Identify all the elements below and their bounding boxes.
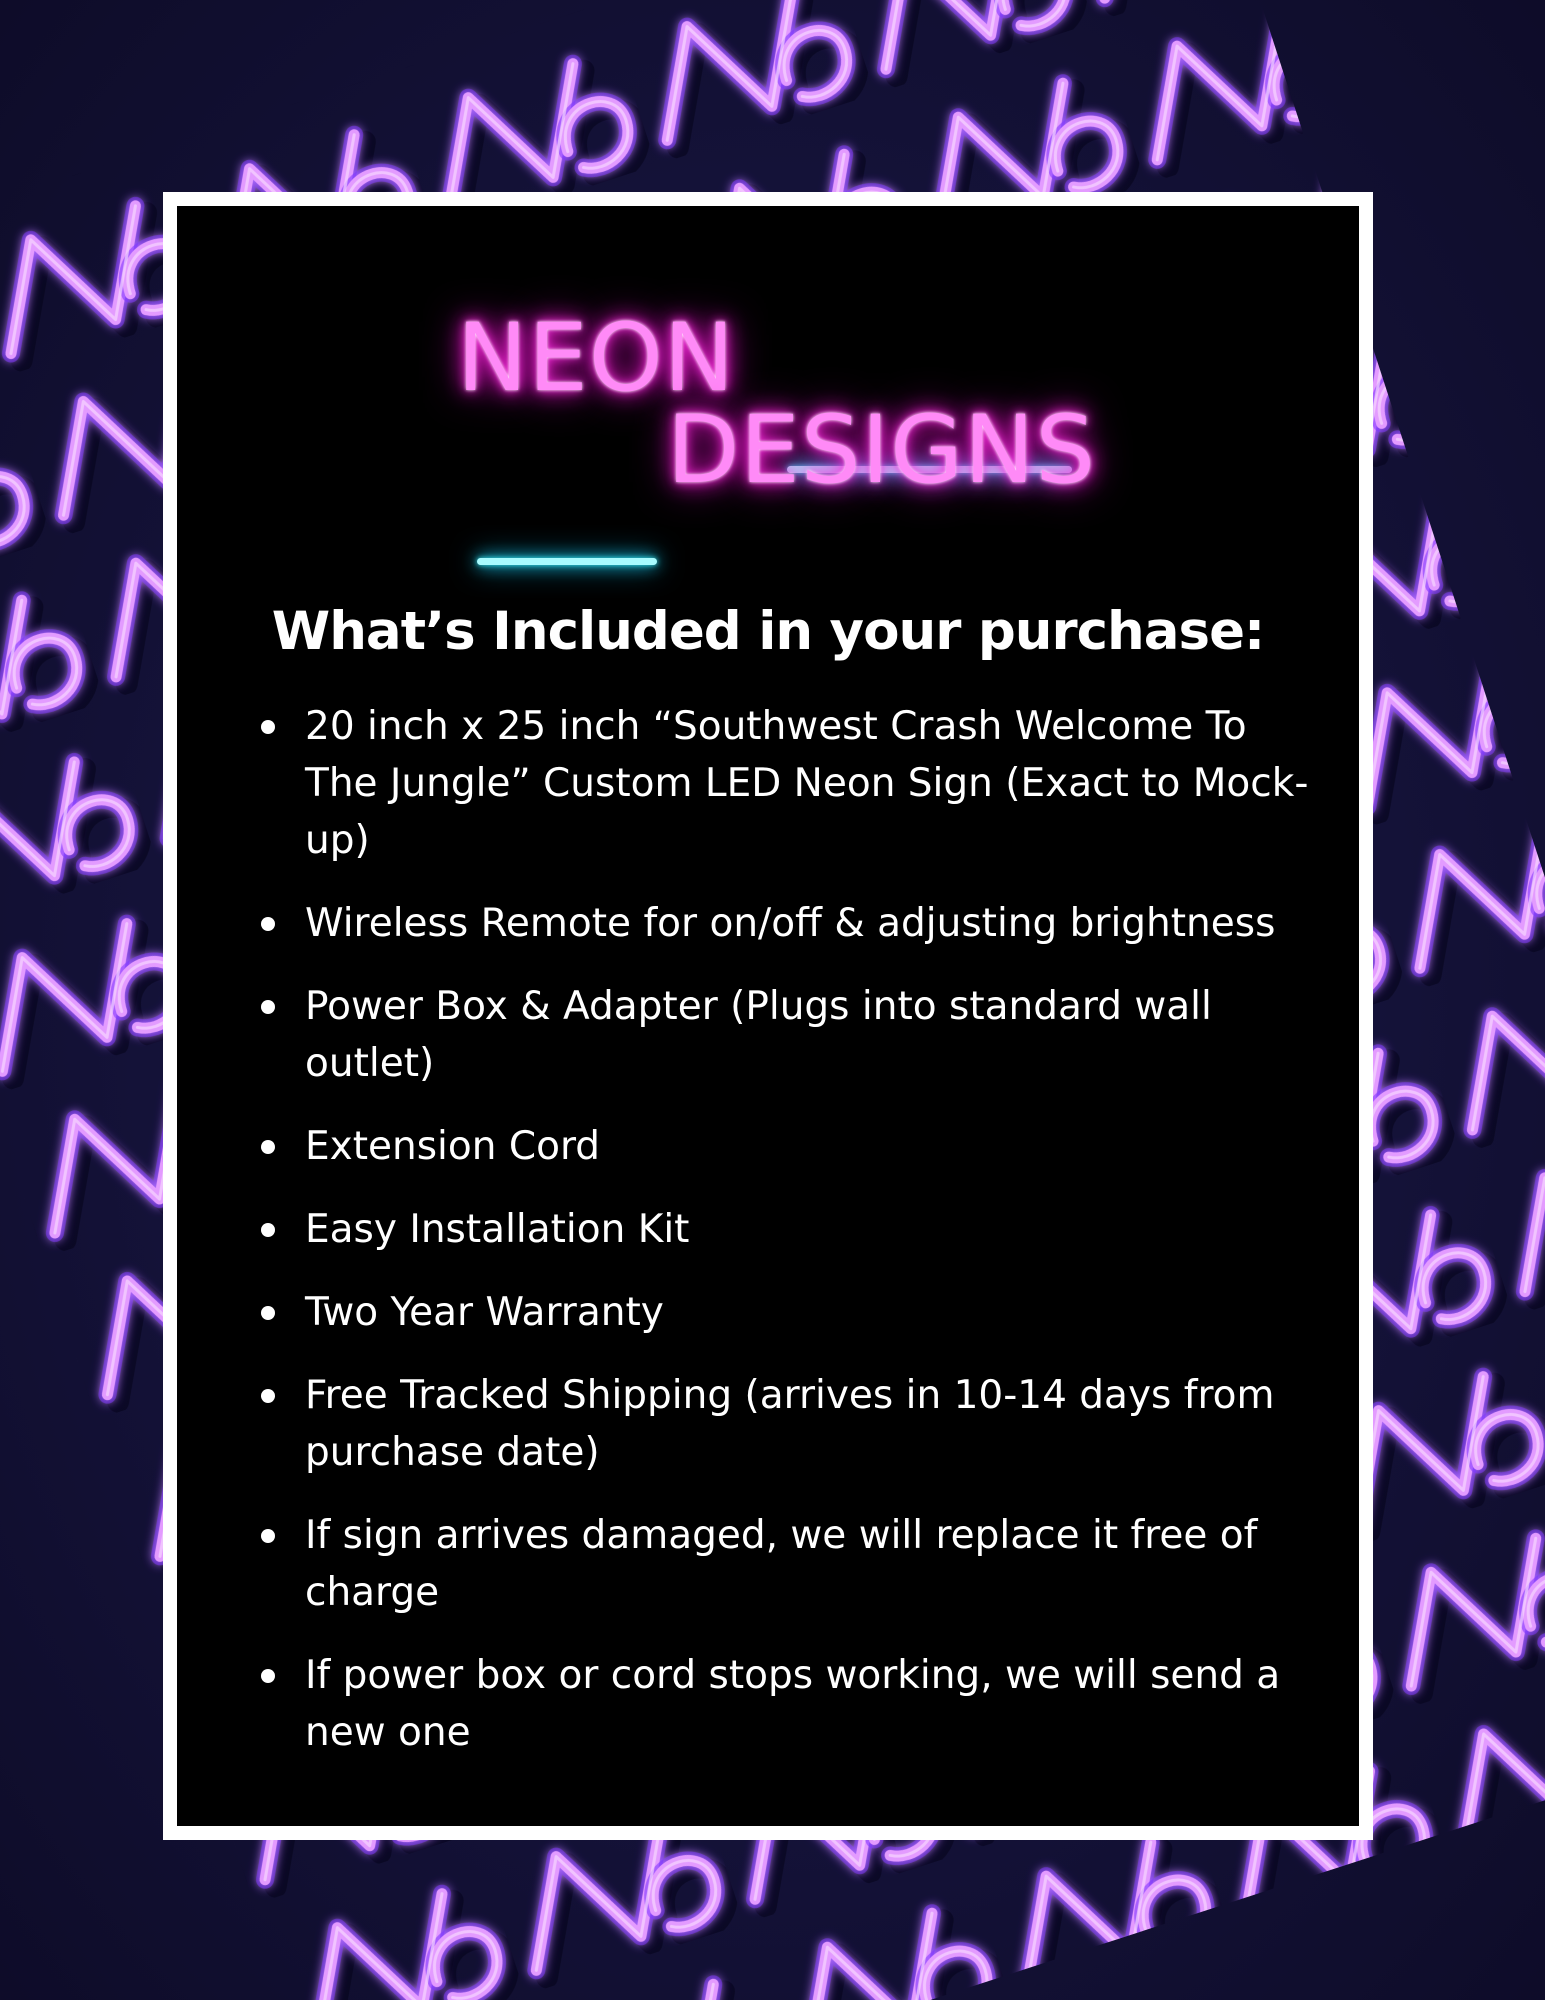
bullet-icon — [261, 1669, 275, 1683]
list-item-text: Extension Cord — [305, 1124, 601, 1169]
list-item-text: Two Year Warranty — [305, 1290, 664, 1335]
included-items-list — [255, 698, 1315, 1787]
bullet-icon — [261, 1306, 275, 1320]
list-item — [255, 1201, 1315, 1258]
list-item-text: Wireless Remote for on/off & adjusting brightness — [305, 901, 1276, 946]
page-title: What’s Included in your purchase: — [271, 601, 1265, 662]
list-item — [255, 1647, 1315, 1761]
bullet-icon — [261, 720, 275, 734]
list-item — [255, 978, 1315, 1092]
bullet-icon — [261, 1389, 275, 1403]
bullet-icon — [261, 1529, 275, 1543]
bullet-icon — [261, 1223, 275, 1237]
list-item-text: Free Tracked Shipping (arrives in 10-14 days from purchase date) — [305, 1373, 1275, 1475]
list-item — [255, 1367, 1315, 1481]
neon-designs-logo — [457, 306, 1107, 516]
list-item-text: 20 inch x 25 inch “Southwest Crash Welcome To The Jungle” Custom LED Neon Sign (Exact to Mock-up) — [305, 704, 1309, 863]
list-item — [255, 1118, 1315, 1175]
bullet-icon — [261, 917, 275, 931]
logo-cyan-bar-bottom — [477, 558, 657, 565]
bullet-icon — [261, 1000, 275, 1014]
list-item — [255, 698, 1315, 869]
list-item-text: If sign arrives damaged, we will replace it free of charge — [305, 1513, 1258, 1615]
list-item-text: Power Box & Adapter (Plugs into standard wall outlet) — [305, 984, 1212, 1086]
logo-word-designs: DESIGNS — [667, 396, 1096, 505]
list-item — [255, 1284, 1315, 1341]
list-item-text: Easy Installation Kit — [305, 1207, 690, 1252]
list-item-text: If power box or cord stops working, we will send a new one — [305, 1653, 1281, 1755]
bullet-icon — [261, 1140, 275, 1154]
info-card — [163, 192, 1373, 1840]
logo-word-neon: NEON — [457, 304, 736, 413]
list-item — [255, 1507, 1315, 1621]
list-item — [255, 895, 1315, 952]
